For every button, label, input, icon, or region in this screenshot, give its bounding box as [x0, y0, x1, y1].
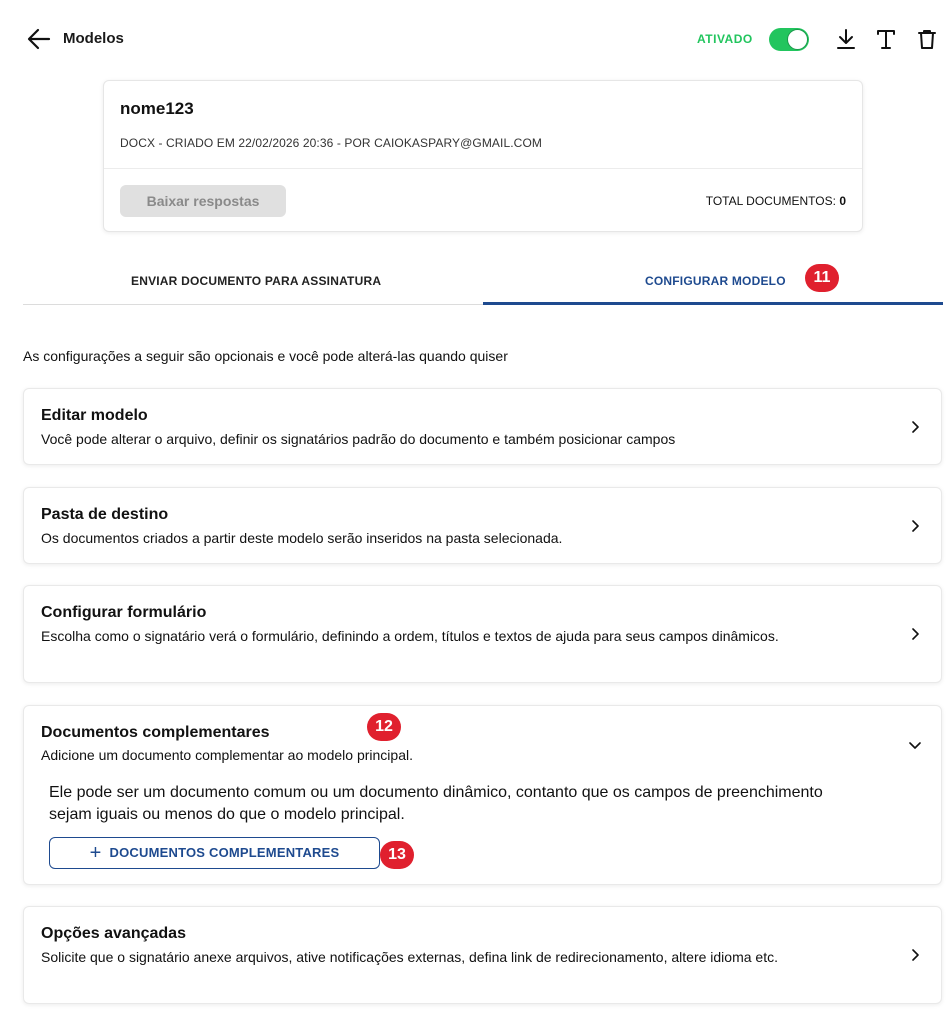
intro-text: As configurações a seguir são opcionais e você pode alterá-las quando quiser: [23, 348, 508, 364]
arrow-left-icon[interactable]: [27, 28, 51, 50]
active-tab-indicator: [483, 302, 943, 305]
section-desc: Adicione um documento complementar ao modelo principal.: [41, 747, 413, 763]
text-icon[interactable]: [875, 28, 897, 50]
chevron-down-icon: [909, 739, 921, 751]
status-label: ATIVADO: [697, 32, 753, 46]
section-complementary-documents[interactable]: [23, 705, 942, 885]
section-title: Opções avançadas: [41, 925, 186, 942]
toggle-knob: [787, 29, 808, 50]
section-configure-form[interactable]: [23, 585, 942, 683]
section-destination-folder[interactable]: [23, 487, 942, 564]
chevron-right-icon: [909, 520, 921, 532]
trash-icon[interactable]: [916, 28, 938, 50]
section-desc: Você pode alterar o arquivo, definir os signatários padrão do documento e também posicionar campos: [41, 431, 676, 447]
download-icon[interactable]: [835, 28, 857, 50]
chevron-right-icon: [909, 628, 921, 640]
section-title: Pasta de destino: [41, 506, 169, 523]
total-label: TOTAL DOCUMENTOS:: [705, 194, 836, 208]
total-value: 0: [839, 194, 846, 208]
chevron-right-icon: [909, 949, 921, 961]
section-title: Documentos complementares: [41, 724, 270, 741]
tab-send-document[interactable]: ENVIAR DOCUMENTO PARA ASSINATURA: [131, 274, 382, 288]
download-responses-button[interactable]: Baixar respostas: [120, 185, 286, 217]
section-desc: Solicite que o signatário anexe arquivos, ative notificações externas, defina link de redirecionamento, altere idioma etc.: [41, 949, 778, 965]
section-advanced-options[interactable]: [23, 906, 942, 1004]
model-name: nome123: [120, 99, 194, 118]
step-badge-11: 11: [805, 264, 839, 292]
section-title: Configurar formulário: [41, 604, 207, 621]
back-label[interactable]: Modelos: [63, 30, 124, 47]
section-title: Editar modelo: [41, 407, 148, 424]
card-divider: [104, 168, 862, 169]
top-bar: [0, 0, 951, 78]
tab-configure-model[interactable]: CONFIGURAR MODELO: [645, 274, 786, 288]
section-extra-text: Ele pode ser um documento comum ou um documento dinâmico, contanto que os campos de preenchimento sejam iguais ou menos do que o modelo principal.: [49, 784, 823, 823]
active-toggle[interactable]: [769, 28, 809, 51]
step-badge-12: 12: [367, 713, 401, 741]
plus-icon: +: [89, 842, 102, 864]
section-edit-model[interactable]: [23, 388, 942, 465]
add-button-label: DOCUMENTOS COMPLEMENTARES: [109, 845, 340, 860]
section-desc: Escolha como o signatário verá o formulário, definindo a ordem, títulos e textos de ajuda para seus campos dinâmicos.: [41, 628, 779, 644]
step-badge-13: 13: [380, 841, 414, 869]
section-desc: Os documentos criados a partir deste modelo serão inseridos na pasta selecionada.: [41, 530, 563, 546]
chevron-right-icon: [909, 421, 921, 433]
total-documents: [706, 194, 846, 208]
model-meta: DOCX - CRIADO EM 22/02/2026 20:36 - POR CAIOKASPARY@GMAIL.COM: [120, 136, 542, 150]
model-card: [103, 80, 863, 232]
add-complementary-documents-button[interactable]: [49, 837, 380, 869]
